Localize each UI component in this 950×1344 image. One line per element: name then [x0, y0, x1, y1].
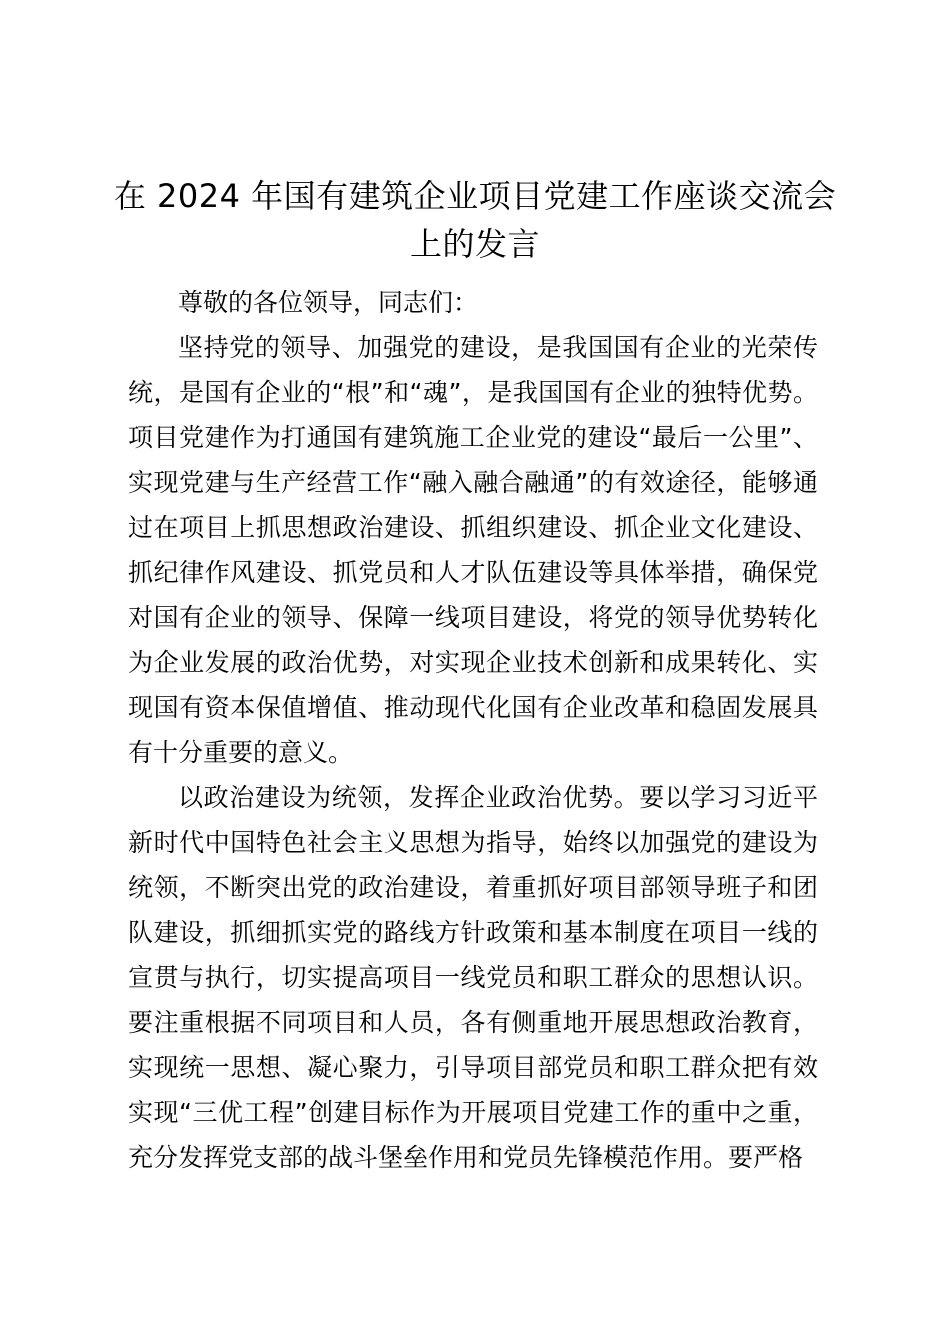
- document-title: 在 2024 年国有建筑企业项目党建工作座谈交流会上的发言: [113, 177, 837, 263]
- body-paragraph-2: 以政治建设为统领，发挥企业政治优势。要以学习习近平新时代中国特色社会主义思想为指导，始终以加强党的建设为统领，不断突出党的政治建设，着重抓好项目部领导班子和团队建设，抓细抓实党的路线方针政策和基本制度在项目一线的宣贯与执行，切实提高项目一线党员和职工群众的思想认识。要注重根据不同项目和人员，各有侧重地开展思想政治教育，实现统一思想、凝心聚力，引导项目部党员和职工群众把有效实现“三优工程”创建目标作为开展项目党建工作的重中之重，充分发挥党支部的战斗堡垒作用和党员先锋模范作用。要严格: [128, 783, 818, 1172]
- salutation-paragraph: 尊敬的各位领导，同志们：: [178, 288, 479, 317]
- body-paragraph-1: 坚持党的领导、加强党的建设，是我国国有企业的光荣传统，是国有企业的“根”和“魂”，是我国国有企业的独特优势。项目党建作为打通国有建筑施工企业党的建设“最后一公里”、实现党建与生产经营工作“融入融合融通”的有效途径，能够通过在项目上抓思想政治建设、抓组织建设、抓企业文化建设、抓纪律作风建设、抓党员和人才队伍建设等具体举措，确保党对国有企业的领导、保障一线项目建设，将党的领导优势转化为企业发展的政治优势，对实现企业技术创新和成果转化、实现国有资本保值增值、推动现代化国有企业改革和稳固发展具有十分重要的意义。: [128, 333, 818, 767]
- document-body: [128, 280, 818, 1180]
